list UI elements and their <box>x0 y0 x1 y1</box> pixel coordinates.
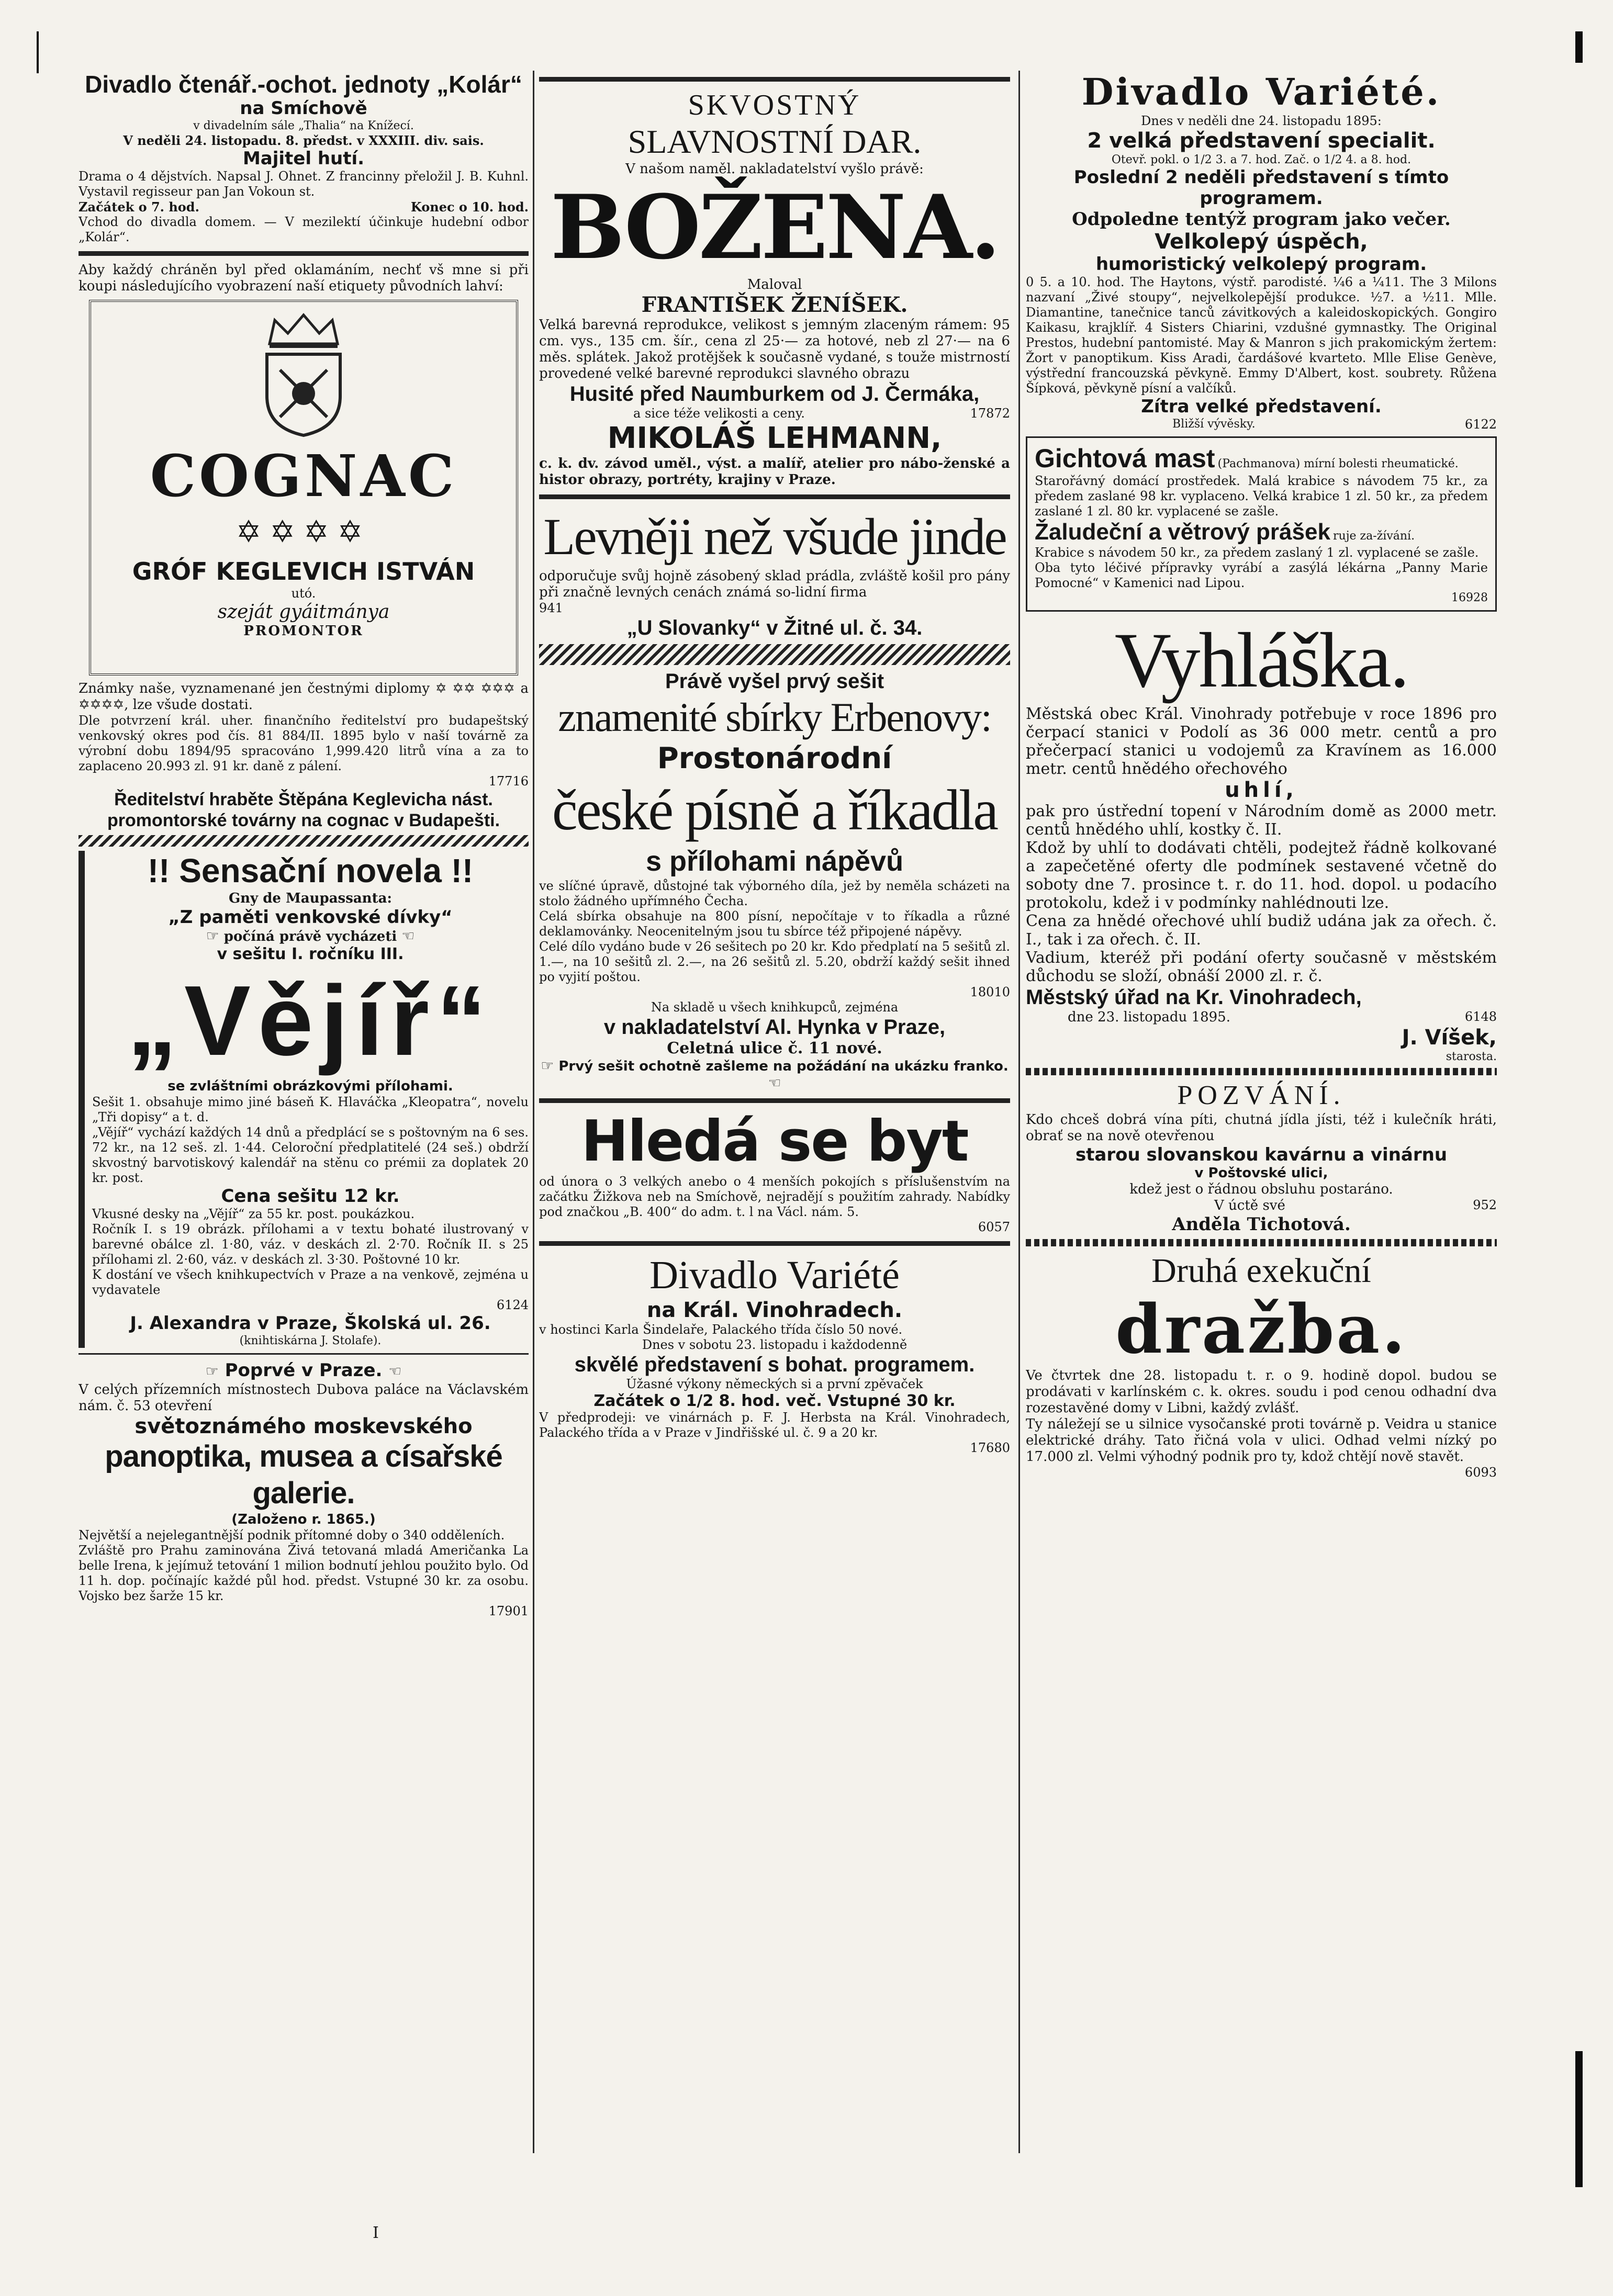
cognac-medals: Známky naše, vyznamenané jen čestnými diplomy ✡ ✡✡ ✡✡✡ a ✡✡✡✡, lze všude dostati. <box>79 681 529 713</box>
husite-sub: a sice téže velikosti a ceny. <box>633 406 805 421</box>
variete2-predprodej: V předprodeji: ve vinárnách p. F. J. Herbsta na Král. Vinohradech, Palackého třída a v Praze v Jindřišské ul. č. 9 a 20 kr. <box>539 1410 1010 1440</box>
svetoznam: světoznámého moskevského <box>135 1414 473 1438</box>
pointing-hand-icon: ☞ <box>205 1363 219 1380</box>
coat-of-arms-icon <box>259 349 348 438</box>
novela-para4: K dostání ve všech knihkupectvích v Praze a na venkově, zejména u vydavatele <box>92 1267 529 1297</box>
cognac-uto: utó. <box>291 586 316 601</box>
variete-number: 6122 <box>1464 417 1497 432</box>
variete2-zacatek: Začátek o 1/2 8. hod. več. Vstupné 30 kr. <box>593 1392 956 1410</box>
panop-number: 17901 <box>488 1604 529 1618</box>
drazba-text: Ve čtvrtek dne 28. listopadu t. r. o 9. hodině dopol. budou se prodávati v karlínském c. k. okres. soudu i pod cenou odhadní dva rozestavěné domy v Libni, každý zvlášť. <box>1026 1368 1497 1416</box>
postovske: v Poštovské ulici, <box>1194 1165 1328 1181</box>
pointing-hand-icon: ☞ <box>206 927 219 944</box>
drazba-number: 6093 <box>1464 1465 1497 1480</box>
pointing-hand-icon: ☜ <box>401 927 415 944</box>
variete-oteviraci: Otevř. pokl. o 1/2 3. a 7. hod. Zač. o 1/2 4. a 8. hod. <box>1111 153 1412 166</box>
kolar-desc: Drama o 4 dějstvích. Napsal J. Ohnet. Z francinny přeložil J. B. Kuhnl. Vystavil regisseur pan Jan Vokoun st. <box>79 169 529 199</box>
urad-row <box>1026 1009 1497 1026</box>
byt-text: od února o 3 velkých anebo o 4 menších pokojích s příslušenstvím na začátku Žižkova neb na Smíchově, nejradějí s použitím zahrady. Nabídky pod značkou „B. 400“ do adm. t. l na Václ. nám. 5. <box>539 1174 1010 1219</box>
znamenite: znamenité sbírky Erbenovy: <box>558 694 991 740</box>
erben-number: 18010 <box>970 985 1010 999</box>
zaludek-foot: Oba tyto léčivé přípravky vyrábí a zasýlá lékárna „Panny Marie Pomocné“ v Kamenici nad Lipou. <box>1035 560 1488 590</box>
urad-date: dne 23. listopadu 1895. <box>1068 1009 1230 1025</box>
page-corner-right-bottom <box>1575 2051 1583 2187</box>
kolar-footer: Vchod do divadla domem. — V mezilektí účinkuje hudební odbor „Kolár“. <box>79 215 529 244</box>
ad-pozvani <box>1026 1079 1497 1235</box>
zaludek-number: 16928 <box>1451 591 1488 604</box>
erben-sklad: Na skladě u všech knihkupců, zejména <box>651 1000 899 1015</box>
cognac-intro: Aby každý chráněn byl před oklamáním, nechť vš mne si při koupi následujícího vyobrazení naší etiquety původních lahví: <box>79 262 529 294</box>
hynek-free <box>539 1057 1010 1092</box>
urad: Městský úřad na Kr. Vinohradech, <box>1026 986 1362 1009</box>
vyhl-para1: Městská obec Král. Vinohrady potřebuje v roce 1896 pro čerpací stanici v Podolí as 36 000 metr. centů a pro přečerpací stanici u vodojemů za Kravínem as 16.000 metr. centů hnědého ořechového <box>1026 705 1497 778</box>
novela-illustrations: se zvláštními obrázkovými přílohami. <box>167 1078 453 1094</box>
page-mark: I <box>373 2224 379 2242</box>
ad-levneji <box>539 505 1010 640</box>
gicht-title: Gichtová mast <box>1035 444 1215 473</box>
variete-velk: Velkolepý úspěch, <box>1155 230 1368 254</box>
ucte: V úctě své <box>1214 1198 1285 1213</box>
variete-dnes: Dnes v neděli dne 24. listopadu 1895: <box>1141 114 1382 128</box>
cognac-place: PROMONTOR <box>243 623 364 639</box>
husite-row <box>539 406 1010 421</box>
ad-novela <box>79 851 529 1348</box>
novela-price: Cena sešitu 12 kr. <box>221 1186 400 1207</box>
cognac-label <box>89 300 518 676</box>
zaludek-sub: ruje za-žívání. <box>1333 530 1415 543</box>
panop-para1: Největší a nejelegantnější podnik přítomné doby o 340 odděleních. <box>79 1528 505 1543</box>
variete-blizsi: Bližší vývěsky. <box>1172 418 1256 431</box>
ad-bozena <box>539 88 1010 488</box>
divider <box>539 77 1010 82</box>
novela-work: „Z paměti venkovské dívky“ <box>168 907 453 928</box>
kolar-date: V neděli 24. listopadu. 8. předst. v XXXIII. div. sais. <box>123 133 484 148</box>
druha-title: Druhá exekuční <box>1151 1252 1371 1290</box>
prave-vysel: Právě vyšel prvý sešit <box>665 670 884 693</box>
cognac-wordmark: COGNAC <box>150 442 457 510</box>
cognac-maker: GRÓF KEGLEVICH ISTVÁN <box>132 557 475 586</box>
variete-posledni: Poslední 2 neděli představení s tímto programem. <box>1073 167 1449 209</box>
cognac-stars-icon: ✡✡✡✡ <box>236 514 372 549</box>
pozvani-title: POZVÁNÍ. <box>1177 1081 1346 1110</box>
kolar-start: Začátek o 7. hod. <box>79 199 199 215</box>
ad-erben <box>539 669 1010 1092</box>
novela-title: !! Sensační novela !! <box>147 852 474 890</box>
divider <box>79 251 529 256</box>
ad-vyhlaska <box>1026 616 1497 1064</box>
variete2-number: 17680 <box>970 1440 1010 1455</box>
novela-start-text: počíná právě vycházeti <box>223 929 397 944</box>
slovanky: „U Slovanky“ v Žitné ul. č. 34. <box>626 616 923 639</box>
slavnostni-dar: SLAVNOSTNÍ DAR. <box>628 123 922 160</box>
variete2-place: na Král. Vinohradech. <box>646 1298 903 1322</box>
variete-odpol: Odpoledne tentýž program jako večer. <box>1072 209 1451 230</box>
cognac-tax: Dle potvrzení král. uher. finančního ředitelství pro budapeštský venkovský okres pod čís. 81 884/II. 1895 bylo v naší továrně za výrobní dobu 1894/95 spracováno 1,999.420 litrů vína a za to zaplaceno 20.993 zl. 91 kr. daně z pálení. <box>79 713 529 773</box>
kolar-end: Konec o 10. hod. <box>410 199 529 215</box>
variete-zitra: Zítra velké představení. <box>1141 396 1382 417</box>
hleda-title: Hledá se byt <box>581 1109 968 1174</box>
levneji-title: Levněji než všude jinde <box>543 508 1006 566</box>
divider <box>79 1353 529 1355</box>
novela-para2: „Vějíř“ vychází každých 14 dnů a předplácí se s poštovným na 6 ses. 72 kr., na 12 seš. zl. 1·44. Celoroční předplatitelé (24 seš.) obdrží skvostný barvotiskový kalendář na stěnu co prémii za doplatek 20 kr. post. <box>92 1125 529 1185</box>
ad-panoptikum <box>79 1360 529 1619</box>
vyhl-para5: Vadium, kteréž při podání oferty současně v městském důchodu se složí, obnáší 2000 zl. r. č. <box>1026 949 1497 985</box>
erben-para2: Celá sbírka obsahuje na 800 písní, nepočítaje v to říkadla a různé deklamovánky. Neocenitelným jsou tu sbírce též připojené nápěvy. <box>539 909 1010 939</box>
ad-kolar-theatre <box>79 71 529 245</box>
novela-printer: (knihtiskárna J. Stolafe). <box>239 1334 382 1347</box>
urad-number: 6148 <box>1464 1009 1497 1024</box>
column-middle <box>539 71 1010 2153</box>
husite: Husité před Naumburkem od J. Čermáka, <box>569 382 980 406</box>
visek: J. Víšek, <box>1402 1026 1497 1050</box>
bozena-title: BOŽENA. <box>550 175 999 279</box>
page-corner-left <box>37 31 39 73</box>
divider <box>1026 1239 1497 1246</box>
ad-variete <box>1026 71 1497 432</box>
hynek-free-text: Prvý sešit ochotně zašleme na požádání na ukázku franko. <box>558 1059 1009 1074</box>
gicht-sub: (Pachmanova) mírní bolesti rheumatické. <box>1217 457 1459 470</box>
variete-humor: humoristický velkolepý program. <box>1095 254 1427 275</box>
poprve-title <box>79 1360 529 1382</box>
vejir-title: „Vějíř“ <box>127 965 494 1076</box>
cognac-number: 17716 <box>488 774 529 789</box>
gicht-text: Starořávný domácí prostředek. Malá krabice s návodem 75 kr., za předem zaslané 98 kr. vyplaceno. Velká krabice 1 zl. 50 kr., za předem zaslané 1 zl. 80 kr. vyplacené se zašle. <box>1035 474 1488 519</box>
byt-number: 6057 <box>978 1220 1010 1234</box>
panoptika-title: panoptika, musea a císařské galerie. <box>105 1439 502 1510</box>
skvostny: SKVOSTNÝ <box>688 89 861 121</box>
variete2-skvele: skvělé představení s bohat. programem. <box>574 1353 975 1376</box>
novela-start <box>92 928 529 945</box>
ucte-number: 952 <box>1473 1198 1497 1212</box>
drazba-text2: Ty náležejí se u silnice vysočanské proti továrně p. Veidra u stanice elektrické dráhy. Tato řičná vola v ulici. Odhad velmi nízký po 17.000 zl. Velmi výhodný podnik pro ty, kdož chtějí nově stavět. <box>1026 1416 1497 1465</box>
zalozeno: (Založeno r. 1865.) <box>231 1512 376 1527</box>
novela-publisher: J. Alexandra v Praze, Školská ul. 26. <box>130 1313 491 1334</box>
lehmann-desc: c. k. dv. závod uměl., výst. a malíř, atelier pro nábo-ženské a histor obrazy, portréty, krajiny v Praze. <box>539 456 1010 488</box>
ad-gicht <box>1026 436 1497 612</box>
prostonarodni: Prostonárodní <box>657 741 892 775</box>
ceske-pisne: české písně a říkadla <box>552 778 998 842</box>
kolar-title: Divadlo čtenář.-ochot. jednoty „Kolár“ <box>85 71 522 98</box>
husite-number: 17872 <box>970 406 1010 421</box>
divider <box>539 494 1010 499</box>
column-divider-right <box>1018 71 1020 2153</box>
kolar-subtitle: na Smíchově <box>240 98 367 119</box>
hynek-address: Celetná ulice č. 11 nové. <box>667 1039 882 1057</box>
divider <box>539 644 1010 665</box>
novela-issue: v sešitu I. ročníku III. <box>217 945 404 963</box>
cognac-script: szeját gyáitmánya <box>217 601 390 623</box>
vyhlaska-title: Vyhláška. <box>1114 617 1408 704</box>
divider <box>1026 1068 1497 1075</box>
uhli: uhlí, <box>1225 778 1298 802</box>
variete2-host: v hostinci Karla Šindelaře, Palackého třída číslo 50 nové. <box>539 1322 903 1337</box>
zaludek-text: Krabice s návodem 50 kr., za předem zaslaný 1 zl. vyplacené se zašle. <box>1035 545 1479 560</box>
ad-variete-vinohrady <box>539 1252 1010 1456</box>
novela-author: Gny de Maupassanta: <box>228 891 393 906</box>
kolar-play: Majitel hutí. <box>242 148 365 169</box>
crown-icon <box>264 312 343 349</box>
nakladatel: V našom naměl. nakladatelství vyšlo právě: <box>625 161 924 177</box>
maloval: Maloval <box>747 277 802 292</box>
variete-title: Divadlo Variété. <box>1081 71 1441 114</box>
ad-hleda-byt <box>539 1109 1010 1235</box>
divider <box>539 1241 1010 1246</box>
column-left <box>79 71 529 2153</box>
erben-para3: Celé dílo vydáno bude v 26 sešitech po 20 kr. Kdo předplatí na 5 sešitů zl. 1.—, na 10 sešitů zl. 2.—, na 26 sešitů zl. 5.20, obdrží každý sešit ihned po vyjití poštou. <box>539 939 1010 984</box>
novela-number: 6124 <box>496 1298 529 1312</box>
novela-para3: Ročník I. s 19 obrázk. přílohami a v textu bohaté ilustrovaný v barevné obálce zl. 1·80, váz. v deskách zl. 2·70. Ročník II. s 25 přílohami zl. 2·60, váz. v deskách zl. 3·30. Poštovné 10 kr. <box>92 1222 529 1267</box>
novela-desky: Vkusné desky na „Vějíř“ za 55 kr. post. poukázkou. <box>92 1207 415 1221</box>
starosta: starosta. <box>1446 1050 1497 1063</box>
zaludek-heading <box>1035 519 1488 545</box>
zaludek-title: Žaludeční a větrový prášek <box>1035 519 1330 545</box>
levneji-desc: odporučuje svůj hojně zásobený sklad prádla, zvláště košil pro pány při značně levných cenách známá so-lidní firma <box>539 568 1010 600</box>
variete2-dnes: Dnes v sobotu 23. listopadu i každodenně <box>642 1337 908 1352</box>
pointing-hand-icon: ☜ <box>768 1074 781 1091</box>
lehmann: MIKOLÁŠ LEHMANN, <box>607 421 942 455</box>
vyhl-para4: Cena za hnědé ořechové uhlí budiž udána jak za ořech. č. I., tak i za ořech. č. II. <box>1026 912 1497 949</box>
kolar-times <box>79 199 529 215</box>
hynek: v nakladatelství Al. Hynka v Praze, <box>603 1016 946 1039</box>
ad-cognac <box>79 262 529 831</box>
variete2-uzasne: Úžasné výkony německých si a první zpěvaček <box>626 1377 923 1391</box>
bozena-desc: Velká barevná reprodukce, velikost s jemným zlaceným rámem: 95 cm. vys., 135 cm. šír., cena zl 25·— za hotové, neb zl 27·— na 6 měs. splátek. Jakož protějšek k současně vydané, s touže mistrností provedené velké barevné reprodukci slavného obrazu <box>539 317 1010 381</box>
ad-drazba <box>1026 1251 1497 1480</box>
divider <box>539 1098 1010 1103</box>
tichotova: Anděla Tichotová. <box>1172 1214 1351 1235</box>
poprve-desc: V celých přízemních místnostech Dubova paláce na Václavském nám. č. 53 otevření <box>79 1382 529 1414</box>
prilohami: s přílohami nápěvů <box>645 846 904 877</box>
pointing-hand-icon: ☞ <box>541 1057 554 1074</box>
kavarna: starou slovanskou kavárnu a vinárnu <box>1075 1144 1448 1165</box>
kolar-venue: v divadelním sále „Thalia“ na Knížecí. <box>193 119 414 132</box>
variete-dve: 2 velká představení specialit. <box>1087 129 1436 153</box>
cognac-signature: Ředitelství hraběte Štěpána Keglevicha nást. promontorské továrny na cognac v Budapešti. <box>107 790 500 830</box>
painter-name: FRANTIŠEK ŽENÍŠEK. <box>641 292 908 317</box>
variete-foot <box>1026 417 1497 432</box>
erben-para1: ve slíčné úpravě, důstojné tak výborného díla, jež by neměla scházeti na stolo žádného upřímného Čecha. <box>539 879 1010 908</box>
vyhl-para2: pak pro ústřední topení v Národním domě as 2000 metr. centů hnědého uhlí, kostky č. II. <box>1026 802 1497 839</box>
divider <box>79 835 529 847</box>
pozvani-para1: Kdo chceš dobrá vína píti, chutná jídla jísti, též i kulečník hráti, obrať se na nově otevřenou <box>1026 1112 1497 1144</box>
variete-list: 0 5. a 10. hod. The Haytons, výstř. parodisté. ¼6 a ¼11. The 3 Milons nazvaní „Živé stoupy“, nejvelkolepější produkce. ½7. a ½11. Mlle. Diamantine, tanečnice tanců závitkových a kaleidoskopických. Gongiro Kaikasu, krajklíř. 4 Sisters Chiarini, vzdušné gymnastky. The Original Prestos, hudební pantomisté. May & Manron s jich prakomickým žertem: Žort v panoptikum. Kiss Aradi, čardášové kvarteto. Mlle Elise Genève, výstřední francouzská pěvkyně. Emmy D'Albert, kost. soubrety. Růžena Šípková, pěvkyně písní a valčíků. <box>1026 275 1497 396</box>
column-right <box>1026 71 1497 2153</box>
column-divider-left <box>533 71 534 2153</box>
page-corner-right <box>1575 31 1583 63</box>
pozvani-para2: kdež jest o řádnou obsluhu postaráno. <box>1129 1181 1393 1197</box>
vyhl-para3: Kdož by uhlí to dodávati chtěli, podejtež řádně kolkované a zapečetěné oferty dle podmínek sestavené včetně do soboty dne 7. prosince t. r. do 11. hod. dopol. u podacího protokolu, kdež i v podmínky nahlédnouti lze. <box>1026 839 1497 912</box>
novela-para1: Sešit 1. obsahuje mimo jiné báseň K. Hlaváčka „Kleopatra“, novelu „Tři dopisy“ a t. d. <box>92 1095 529 1124</box>
levneji-number: 941 <box>539 601 563 615</box>
panop-para2: Zvláště pro Prahu zaminována Živá tetovaná mladá Američanka La belle Irena, k jejímuž tetování 1 milion bodnutí jehlou použito bylo. Od 11 h. dop. počínajíc každé půl hod. předst. Vstupné 30 kr. za osobu. Vojsko bez šarže 15 kr. <box>79 1543 529 1603</box>
variete2-title: Divadlo Variété <box>649 1253 900 1297</box>
ucte-row <box>1026 1198 1497 1214</box>
drazba-title: dražba. <box>1115 1290 1407 1369</box>
gicht-heading <box>1035 443 1488 474</box>
poprve-text: Poprvé v Praze. <box>225 1360 383 1381</box>
pointing-hand-icon: ☜ <box>388 1363 402 1380</box>
